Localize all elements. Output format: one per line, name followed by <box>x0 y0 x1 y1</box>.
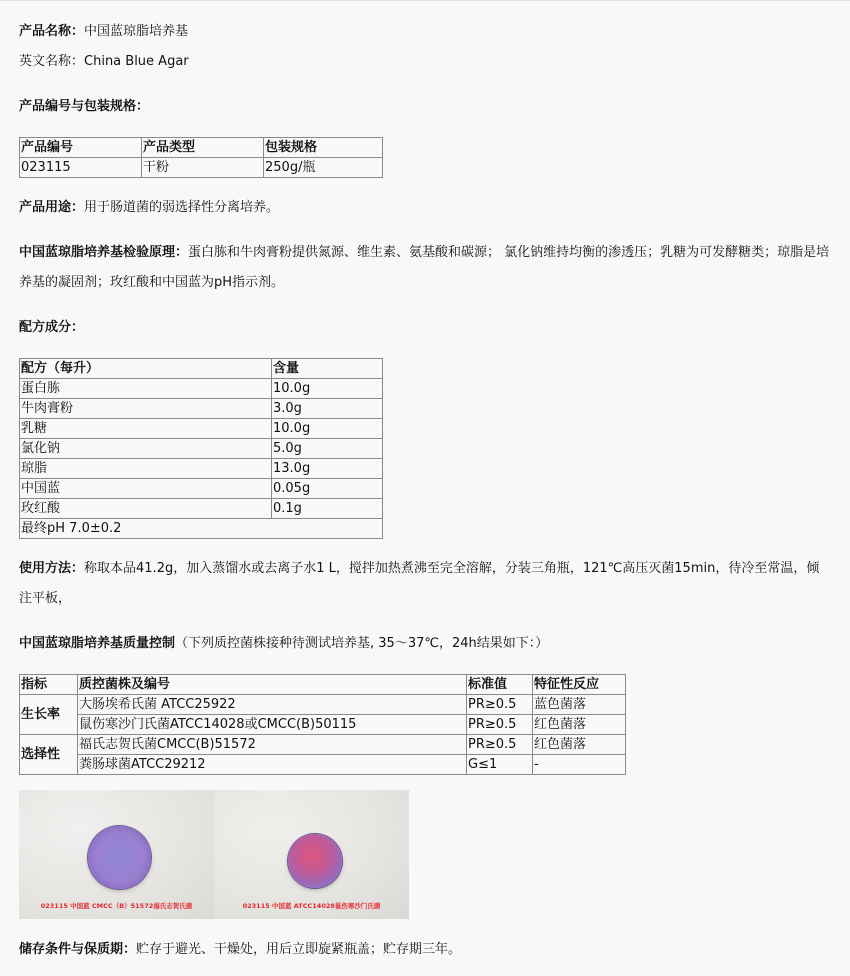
table-row <box>20 158 383 178</box>
table-row <box>20 715 626 735</box>
standard-value: PR≥0.5 <box>467 735 533 755</box>
amount: 10.0g <box>272 379 383 399</box>
method-value: 称取本品41.2g，加入蒸馏水或去离子水1 L，搅拌加热煮沸至完全溶解，分装三角瓶，121℃高压灭菌15min，待冷至常温，倾注平板， <box>19 561 820 606</box>
table-row <box>20 459 383 479</box>
ingredient: 氯化钠 <box>20 439 272 459</box>
reaction: - <box>533 755 626 775</box>
ingredient: 琼脂 <box>20 459 272 479</box>
table-row <box>20 439 383 459</box>
table-row <box>20 419 383 439</box>
indicator-growth-rate: 生长率 <box>20 695 78 735</box>
principle-value: 蛋白胨和牛肉膏粉提供氮源、维生素、氨基酸和碳源； 氯化钠维持均衡的渗透压；乳糖为可发酵糖类；琼脂是培养基的凝固剂；玫红酸和中国蓝为pH指示剂。 <box>19 245 830 290</box>
table-header-row <box>20 359 383 379</box>
amount: 5.0g <box>272 439 383 459</box>
culture-images <box>19 790 409 919</box>
formula-table <box>19 358 383 539</box>
amount: 3.0g <box>272 399 383 419</box>
standard-value: G≤1 <box>467 755 533 775</box>
agar-plate-image <box>88 826 151 889</box>
formula-heading: 配方成分： <box>19 320 85 335</box>
culture-photo-salmonella <box>214 790 409 919</box>
ingredient: 乳糖 <box>20 419 272 439</box>
english-name <box>19 53 189 71</box>
culture-photo-shigella <box>19 790 214 919</box>
english-name-value: China Blue Agar <box>84 54 189 69</box>
product-name-value: 中国蓝琼脂培养基 <box>84 24 189 39</box>
usage <box>19 199 279 217</box>
table-row <box>20 479 383 499</box>
table-header-row <box>20 675 626 695</box>
principle <box>19 238 831 298</box>
packaging-heading: 产品编号与包装规格： <box>19 99 150 114</box>
amount: 10.0g <box>272 419 383 439</box>
usage-value: 用于肠道菌的弱选择性分离培养。 <box>84 200 280 215</box>
table-footer-row <box>20 519 383 539</box>
ingredient: 蛋白胨 <box>20 379 272 399</box>
storage-label: 储存条件与保质期： <box>19 942 137 957</box>
table-header: 产品编号 <box>20 138 142 158</box>
method-label: 使用方法： <box>19 561 85 576</box>
amount: 0.1g <box>272 499 383 519</box>
english-name-label: 英文名称： <box>19 54 85 69</box>
image-caption: 023115 中国蓝 CMCC（B）51572福氏志贺氏菌 <box>40 902 193 910</box>
table-row <box>20 755 626 775</box>
ingredient: 玫红酸 <box>20 499 272 519</box>
ingredient: 中国蓝 <box>20 479 272 499</box>
reaction: 蓝色菌落 <box>533 695 626 715</box>
ingredient: 牛肉膏粉 <box>20 399 272 419</box>
method <box>19 554 831 614</box>
table-header: 配方（每升） <box>20 359 272 379</box>
qc-note: （下列质控菌株接种待测试培养基, 35～37℃，24h结果如下：） <box>175 636 549 651</box>
strain: 鼠伤寒沙门氏菌ATCC14028或CMCC(B)50115 <box>78 715 467 735</box>
packaging-table <box>19 137 383 178</box>
amount: 13.0g <box>272 459 383 479</box>
usage-label: 产品用途： <box>19 200 85 215</box>
table-row <box>20 499 383 519</box>
product-name <box>19 23 188 41</box>
standard-value: PR≥0.5 <box>467 715 533 735</box>
table-header-row <box>20 138 383 158</box>
table-row <box>20 735 626 755</box>
indicator-selectivity: 选择性 <box>20 735 78 775</box>
table-row <box>20 379 383 399</box>
amount: 0.05g <box>272 479 383 499</box>
principle-label: 中国蓝琼脂培养基检验原理： <box>19 245 189 260</box>
strain: 粪肠球菌ATCC29212 <box>78 755 467 775</box>
table-row <box>20 399 383 419</box>
table-header: 产品类型 <box>142 138 264 158</box>
qc-label: 中国蓝琼脂培养基质量控制 <box>19 636 176 651</box>
product-type: 干粉 <box>142 158 264 178</box>
reaction: 红色菌落 <box>533 735 626 755</box>
agar-plate-image <box>288 834 342 888</box>
strain: 大肠埃希氏菌 ATCC25922 <box>78 695 467 715</box>
table-header: 特征性反应 <box>533 675 626 695</box>
table-row <box>20 695 626 715</box>
table-header: 质控菌株及编号 <box>78 675 467 695</box>
product-code: 023115 <box>20 158 142 178</box>
table-header: 指标 <box>20 675 78 695</box>
final-ph: 最终pH 7.0±0.2 <box>20 519 383 539</box>
strain: 福氏志贺氏菌CMCC(B)51572 <box>78 735 467 755</box>
standard-value: PR≥0.5 <box>467 695 533 715</box>
product-name-label: 产品名称： <box>19 24 85 39</box>
storage <box>19 941 461 959</box>
qc-table <box>19 674 626 775</box>
qc-heading <box>19 635 548 653</box>
image-caption: 023115 中国蓝 ATCC14028鼠伤寒沙门氏菌 <box>242 902 381 910</box>
storage-value: 贮存于避光、干燥处，用后立即旋紧瓶盖；贮存期三年。 <box>136 942 462 957</box>
reaction: 红色菌落 <box>533 715 626 735</box>
table-header: 包装规格 <box>264 138 383 158</box>
table-header: 含量 <box>272 359 383 379</box>
package-spec: 250g/瓶 <box>264 158 383 178</box>
table-header: 标准值 <box>467 675 533 695</box>
